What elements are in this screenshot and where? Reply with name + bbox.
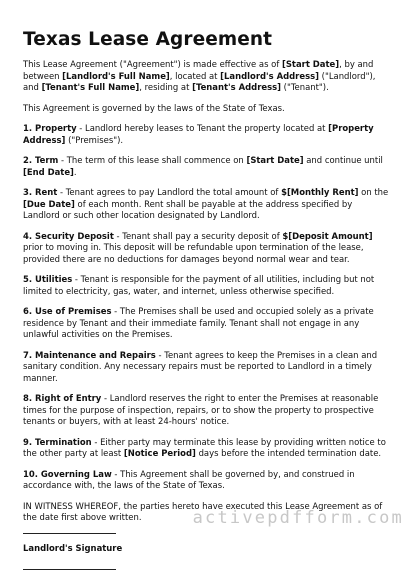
section-text: - The term of this lease shall commence on xyxy=(58,155,247,165)
landlord-name-placeholder: [Landlord's Full Name] xyxy=(62,70,170,81)
section-heading: 2. Term xyxy=(23,155,59,165)
section-heading: 3. Rent xyxy=(23,187,58,197)
section-text: . xyxy=(73,166,77,177)
section-heading: 9. Termination xyxy=(23,436,92,447)
intro-text: , by and between xyxy=(23,59,374,81)
section-text: - Tenant is responsible for the payment of all utilities, including but not limited to electricity, gas, water, and internet, unless otherwise specified. xyxy=(23,274,375,296)
section-text: - Tenant agrees to keep the Premises in a clean and sanitary condition. Any necessary repairs must be reported to Landlord in a timely manner. xyxy=(23,349,378,383)
governing-statement: This Agreement is governed by the laws of the State of Texas. xyxy=(23,102,285,113)
section-text: - Tenant shall pay a security deposit of xyxy=(113,230,283,241)
intro-text: ("Tenant"). xyxy=(280,82,329,92)
section-governing-law xyxy=(23,469,391,492)
section-use-of-premises xyxy=(23,306,391,341)
section-term xyxy=(23,155,391,178)
section-security-deposit xyxy=(23,231,391,266)
section-heading: 10. Governing Law xyxy=(23,468,112,479)
placeholder-field: [Property Address] xyxy=(23,123,374,145)
section-text: of each month. Rent shall be payable at the address specified by Landlord or such other location designated by Landlord. xyxy=(23,198,353,220)
section-heading: 8. Right of Entry xyxy=(23,393,102,403)
section-text: prior to moving in. This deposit will be refundable upon termination of the lease, provided there are no deductions for damages beyond normal wear and tear. xyxy=(23,242,364,264)
intro-text: This Lease Agreement ("Agreement") is made effective as of xyxy=(23,59,282,69)
section-heading: 5. Utilities xyxy=(23,274,73,284)
section-maintenance-and-repairs xyxy=(23,350,391,385)
watermark-text: activepdfform.com xyxy=(192,508,404,528)
tenant-name-placeholder: [Tenant's Full Name] xyxy=(41,82,140,92)
section-text: and continue until xyxy=(303,155,383,165)
section-property xyxy=(23,123,391,146)
section-heading: 4. Security Deposit xyxy=(23,230,114,241)
placeholder-field: $[Deposit Amount] xyxy=(282,230,373,241)
section-heading: 1. Property xyxy=(23,123,77,133)
section-text: - Either party may terminate this lease by providing written notice to the other party at least xyxy=(23,436,386,458)
landlord-address-placeholder: [Landlord's Address] xyxy=(220,70,319,81)
section-heading: 6. Use of Premises xyxy=(23,306,112,316)
intro-paragraph xyxy=(23,59,391,94)
landlord-signature-label: Landlord's Signature xyxy=(23,542,123,553)
section-text: - Landlord hereby leases to Tenant the property located at xyxy=(76,123,329,133)
section-text: - Tenant agrees to pay Landlord the total amount of xyxy=(57,187,282,197)
section-utilities xyxy=(23,274,391,297)
section-rent xyxy=(23,187,391,222)
document-title: Texas Lease Agreement xyxy=(23,29,273,50)
witness-paragraph: IN WITNESS WHEREOF, the parties hereto have executed this Lease Agreement as of the date first above written. xyxy=(23,500,383,522)
placeholder-field: [End Date] xyxy=(23,166,74,177)
lease-document xyxy=(23,29,391,570)
section-right-of-entry xyxy=(23,393,391,428)
intro-text: ("Landlord"), and xyxy=(23,70,376,92)
section-text: ("Premises"). xyxy=(65,134,124,145)
placeholder-field: [Notice Period] xyxy=(123,448,196,458)
intro-text: , residing at xyxy=(139,82,193,92)
section-heading: 7. Maintenance and Repairs xyxy=(23,349,156,360)
start-date-placeholder: [Start Date] xyxy=(282,59,340,69)
intro-text: , located at xyxy=(169,70,221,81)
section-text: - Landlord reserves the right to enter the Premises at reasonable times for the purpose of inspection, repairs, or to show the property to prospective tenants or buyers, with at least 24-hours' notice. xyxy=(23,393,379,426)
tenant-address-placeholder: [Tenant's Address] xyxy=(192,82,281,92)
placeholder-field: [Start Date] xyxy=(246,155,304,165)
lease-sections xyxy=(23,123,391,492)
placeholder-field: $[Monthly Rent] xyxy=(281,187,359,197)
section-text: - The Premises shall be used and occupied solely as a private residence by Tenant and their immediate family. Tenant shall not engage in any unlawful activities on the Premises. xyxy=(23,306,374,339)
section-text: - This Agreement shall be governed by, and construed in accordance with, the laws of the State of Texas. xyxy=(23,468,355,490)
section-text: on the xyxy=(358,187,389,197)
section-text: days before the intended termination date. xyxy=(195,448,382,458)
section-termination xyxy=(23,437,391,460)
placeholder-field: [Due Date] xyxy=(23,198,75,209)
